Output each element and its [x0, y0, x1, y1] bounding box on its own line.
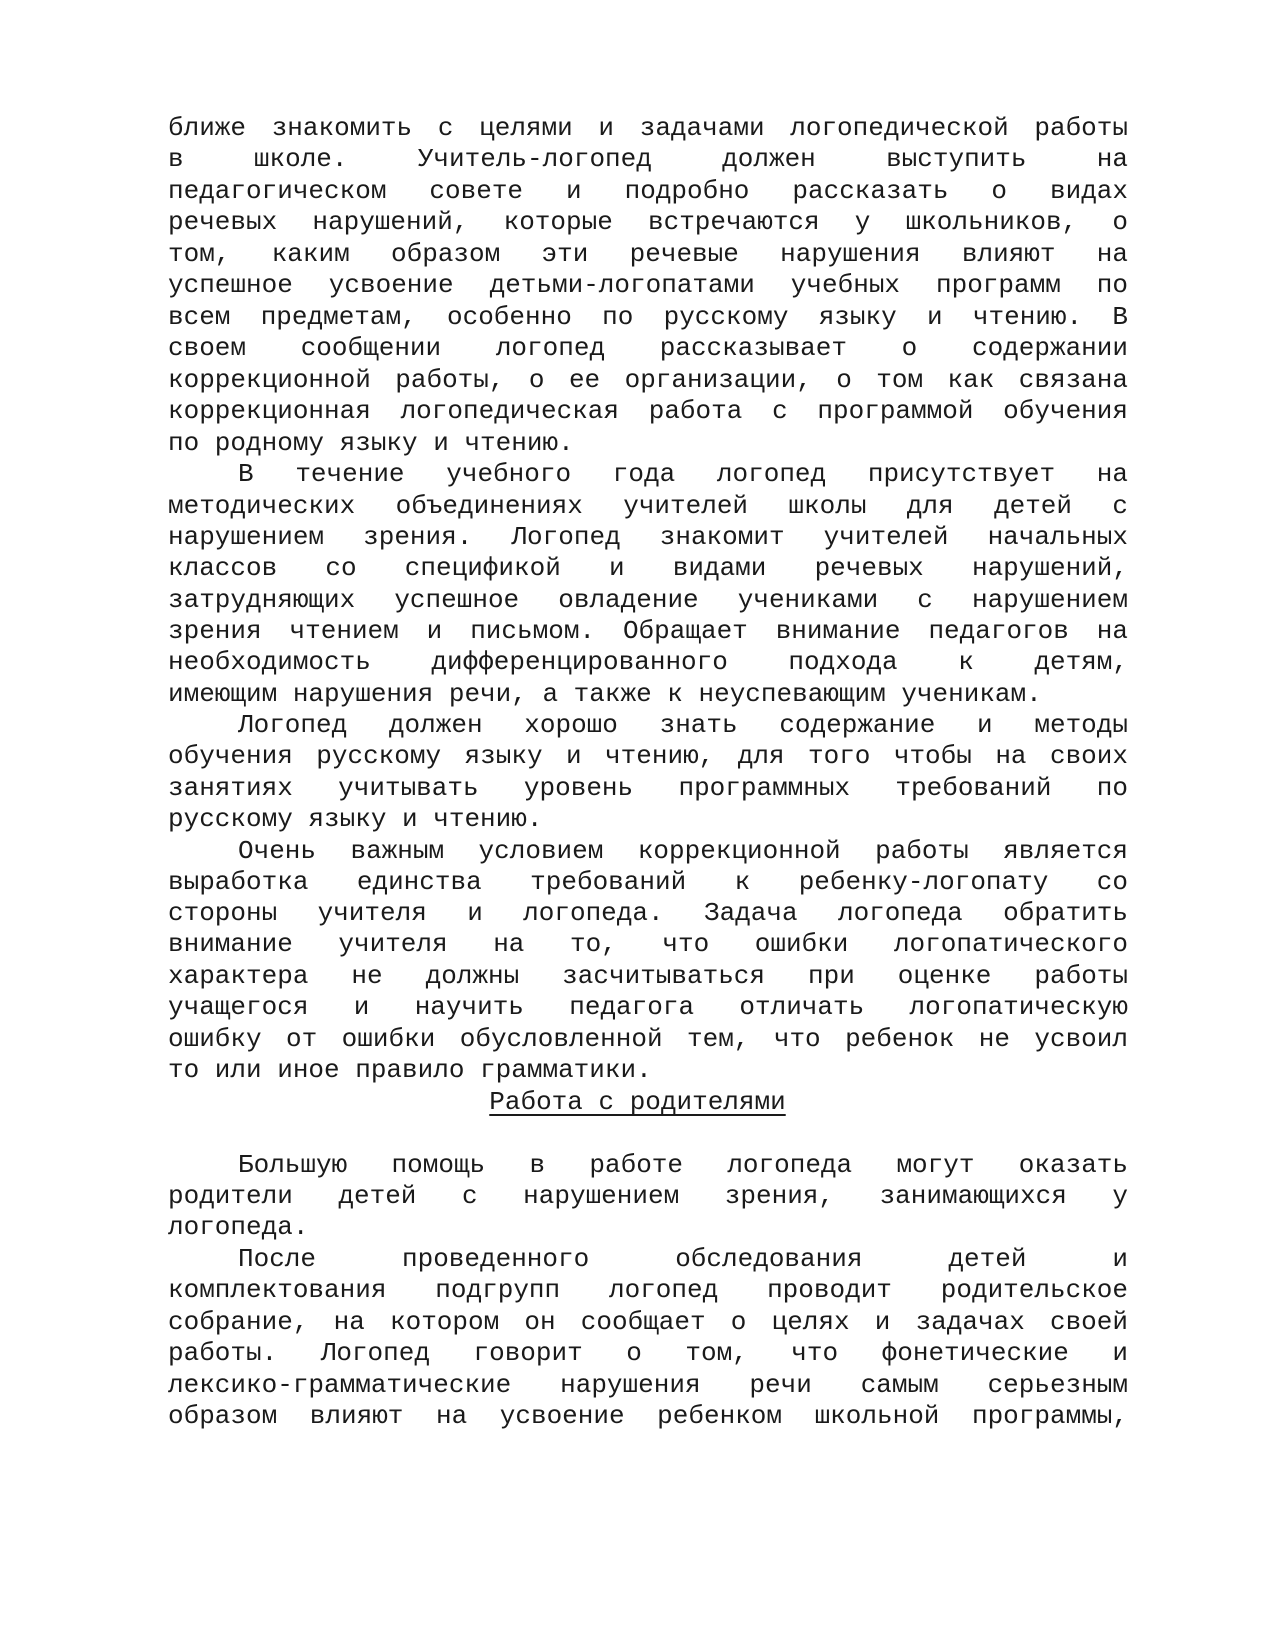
text-line: необходимость дифференцированного подхода к детям, — [168, 647, 1128, 677]
text-line: занятиях учитывать уровень программных требований по — [168, 773, 1128, 803]
text-line: коррекционной работы, о ее организации, о том как связана — [168, 365, 1128, 395]
text-line: учащегося и научить педагога отличать логопатическую — [168, 992, 1128, 1022]
text-line: своем сообщении логопед рассказывает о содержании — [168, 333, 1128, 363]
text-line: Очень важным условием коррекционной работы является — [238, 836, 1128, 866]
text-line: логопеда. — [168, 1212, 309, 1242]
text-line: всем предметам, особенно по русскому языку и чтению. В — [168, 302, 1128, 332]
text-line: нарушением зрения. Логопед знакомит учителей начальных — [168, 522, 1128, 552]
text-line: русскому языку и чтению. — [168, 804, 543, 834]
text-line: речевых нарушений, которые встречаются у школьников, о — [168, 207, 1128, 237]
text-line: классов со спецификой и видами речевых нарушений, — [168, 553, 1128, 583]
text-line: том, каким образом эти речевые нарушения влияют на — [168, 239, 1128, 269]
text-line: успешное усвоение детьми-логопатами учебных программ по — [168, 270, 1128, 300]
text-line: коррекционная логопедическая работа с программой обучения — [168, 396, 1128, 426]
section-heading-text: Работа с родителями — [489, 1087, 786, 1117]
text-line: обучения русскому языку и чтению, для того чтобы на своих — [168, 741, 1128, 771]
text-line: Большую помощь в работе логопеда могут оказать — [238, 1150, 1128, 1180]
text-line: ошибку от ошибки обусловленной тем, что ребенок не усвоил — [168, 1024, 1128, 1054]
text-line: характера не должны засчитываться при оценке работы — [168, 961, 1128, 991]
text-line: в школе. Учитель-логопед должен выступить на — [168, 144, 1128, 174]
text-line: комплектования подгрупп логопед проводит родительское — [168, 1275, 1128, 1305]
text-line: педагогическом совете и подробно рассказать о видах — [168, 176, 1128, 206]
text-line: зрения чтением и письмом. Обращает внимание педагогов на — [168, 616, 1128, 646]
section-heading — [0, 1087, 1275, 1117]
text-line: ближе знакомить с целями и задачами логопедической работы — [168, 113, 1128, 143]
text-line: В течение учебного года логопед присутствует на — [238, 459, 1128, 489]
text-line: стороны учителя и логопеда. Задача логопеда обратить — [168, 898, 1128, 928]
text-line: образом влияют на усвоение ребенком школьной программы, — [168, 1401, 1128, 1431]
text-line: собрание, на котором он сообщает о целях и задачах своей — [168, 1307, 1128, 1337]
text-line: лексико-грамматические нарушения речи самым серьезным — [168, 1370, 1128, 1400]
text-line: затрудняющих успешное овладение учениками с нарушением — [168, 585, 1128, 615]
text-line: родители детей с нарушением зрения, занимающихся у — [168, 1181, 1128, 1211]
text-line: внимание учителя на то, что ошибки логопатического — [168, 929, 1128, 959]
text-line: выработка единства требований к ребенку-логопату со — [168, 867, 1128, 897]
text-line: методических объединениях учителей школы для детей с — [168, 491, 1128, 521]
text-line: После проведенного обследования детей и — [238, 1244, 1128, 1274]
text-line: по родному языку и чтению. — [168, 428, 574, 458]
text-line: то или иное правило грамматики. — [168, 1055, 652, 1085]
text-line: работы. Логопед говорит о том, что фонетические и — [168, 1338, 1128, 1368]
text-line: Логопед должен хорошо знать содержание и методы — [238, 710, 1128, 740]
text-line: имеющим нарушения речи, а также к неуспевающим ученикам. — [168, 679, 1042, 709]
